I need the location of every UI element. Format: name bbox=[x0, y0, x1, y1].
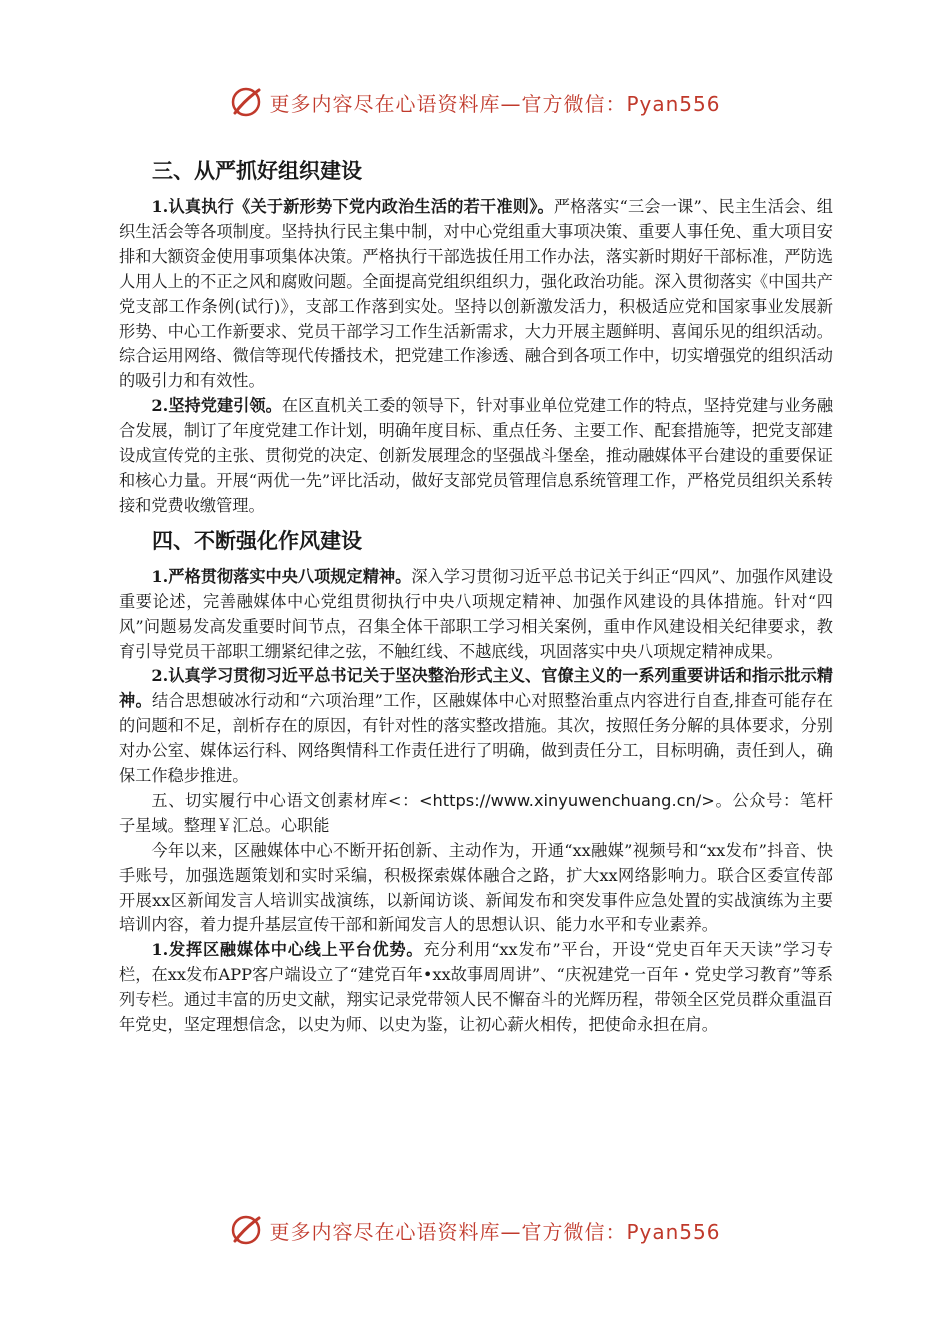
section-4-paragraph-2 bbox=[119, 664, 833, 789]
paragraph-lead: 2.认真学习贯彻习近平总书记关于坚决整治形式主义、官僚主义的一系列重要讲话和指示批示精神。 bbox=[119, 666, 833, 711]
section-5-text-a: 五、切实履行中心语文创素材库<： bbox=[151, 790, 419, 810]
paragraph-body: 严格落实“三会一课”、民主生活会、组织生活会等各项制度。坚持执行民主集中制，对中心党组重大事项决策、重要人事任免、重大项目安排和大额资金使用事项集体决策。严格执行干部选拔任用工作办法，落实新时期好干部标准，严防选人用人上的不正之风和腐败问题。全面提高党组织组织力，强化政治功能。深入贯彻落实《中国共产党支部工作条例(试行)》，支部工作落到实处。坚持以创新激发活力，积极适应党和国家事业发展新形势、中心工作新要求、党员干部学习工作生活新需求，大力开展主题鲜明、喜闻乐见的组织活动。综合运用网络、微信等现代传播技术，把党建工作渗透、融合到各项工作中，切实增强党的组织活动的吸引力和有效性。 bbox=[119, 197, 833, 391]
source-url-link[interactable]: <https://www.xinyuwenchuang.cn/> bbox=[418, 790, 715, 810]
paragraph-body: 深入学习贯彻习近平总书记关于纠正“四风”、加强作风建设重要论述，完善融媒体中心党组贯彻执行中央八项规定精神、加强作风建设的具体措施。针对“四风”问题易发高发重要时间节点，召集全体干部职工学习相关案例，重申作风建设相关纪律要求，教育引导党员干部职工绷紧纪律之弦，不触红线、不越底线，巩固落实中央八项规定精神成果。 bbox=[119, 566, 833, 661]
paragraph-lead: 1.发挥区融媒体中心线上平台优势。 bbox=[151, 940, 424, 960]
section-5-text-b: 。公众号：笔杆子星域。整理￥汇总。心职能 bbox=[119, 790, 834, 835]
footer-banner bbox=[0, 1210, 950, 1250]
banner-text: 更多内容尽在心语资料库—官方微信：Pyan556 bbox=[269, 91, 721, 116]
paragraph-body: 在区直机关工委的领导下，针对事业单位党建工作的特点，坚持党建与业务融合发展，制订了年度党建工作计划，明确年度目标、重点任务、主要工作、配套措施等，把党支部建设成宣传党的主张、贯彻党的决定、创新发展理念的坚强战斗堡垒，推动融媒体平台建设的重要保证和核心力量。开展“两优一先”评比活动，做好支部党员管理信息系统管理工作，严格党员组织关系转接和党费收缴管理。 bbox=[119, 396, 834, 515]
banner-text: 更多内容尽在心语资料库—官方微信：Pyan556 bbox=[269, 1219, 721, 1244]
header-banner bbox=[0, 82, 950, 122]
paragraph-lead: 1.认真执行《关于新形势下党内政治生活的若干准则》。 bbox=[151, 197, 554, 216]
section-3-heading: 三、从严抓好组织建设 bbox=[152, 159, 362, 183]
brush-pen-logo-icon bbox=[229, 85, 263, 119]
section-5-paragraph-1: 今年以来，区融媒体中心不断开拓创新、主动作为，开通“xx融媒”视频号和“xx发布”抖音、快手账号，加强选题策划和实时采编，积极探索媒体融合之路，扩大xx网络影响力。联合区委宣传部开展xx区新闻发言人培训实战演练，以新闻访谈、新闻发布和突发事件应急处置的实战演练为主要培训内容，着力提升基层宣传干部和新闻发言人的思想认识、能力水平和专业素养。 bbox=[119, 840, 833, 935]
section-3-paragraph-2 bbox=[119, 394, 833, 519]
document-body bbox=[119, 152, 833, 1038]
section-5-heading-line bbox=[119, 789, 833, 839]
paragraph-body: 充分利用“xx发布”平台，开设“党史百年天天读”学习专栏，在xx发布APP客户端设立了“建党百年•xx故事周周讲”、“庆祝建党一百年・党史学习教育”等系列专栏。通过丰富的历史文献，翔实记录党带领人民不懈奋斗的光辉历程，带领全区党员群众重温百年党史，坚定理想信念，以史为师、以史为鉴，让初心薪火相传，把使命永担在肩。 bbox=[119, 940, 833, 1035]
section-4-paragraph-1 bbox=[119, 565, 833, 665]
section-4-heading: 四、不断强化作风建设 bbox=[152, 528, 362, 553]
section-3-paragraph-1 bbox=[119, 195, 833, 394]
section-5-paragraph-2 bbox=[119, 938, 833, 1038]
paragraph-body: 结合思想破冰行动和“六项治理”工作，区融媒体中心对照整治重点内容进行自查,排查可能存在的问题和不足，剖析存在的原因，有针对性的落实整改措施。其次，按照任务分解的具体要求，分别对办公室、媒体运行科、网络舆情科工作责任进行了明确，做到责任分工，目标明确，责任到人，确保工作稳步推进。 bbox=[119, 691, 834, 786]
brush-pen-logo-icon bbox=[229, 1213, 263, 1247]
paragraph-lead: 1.严格贯彻落实中央八项规定精神。 bbox=[151, 566, 412, 586]
paragraph-lead: 2.坚持党建引领。 bbox=[151, 396, 282, 416]
